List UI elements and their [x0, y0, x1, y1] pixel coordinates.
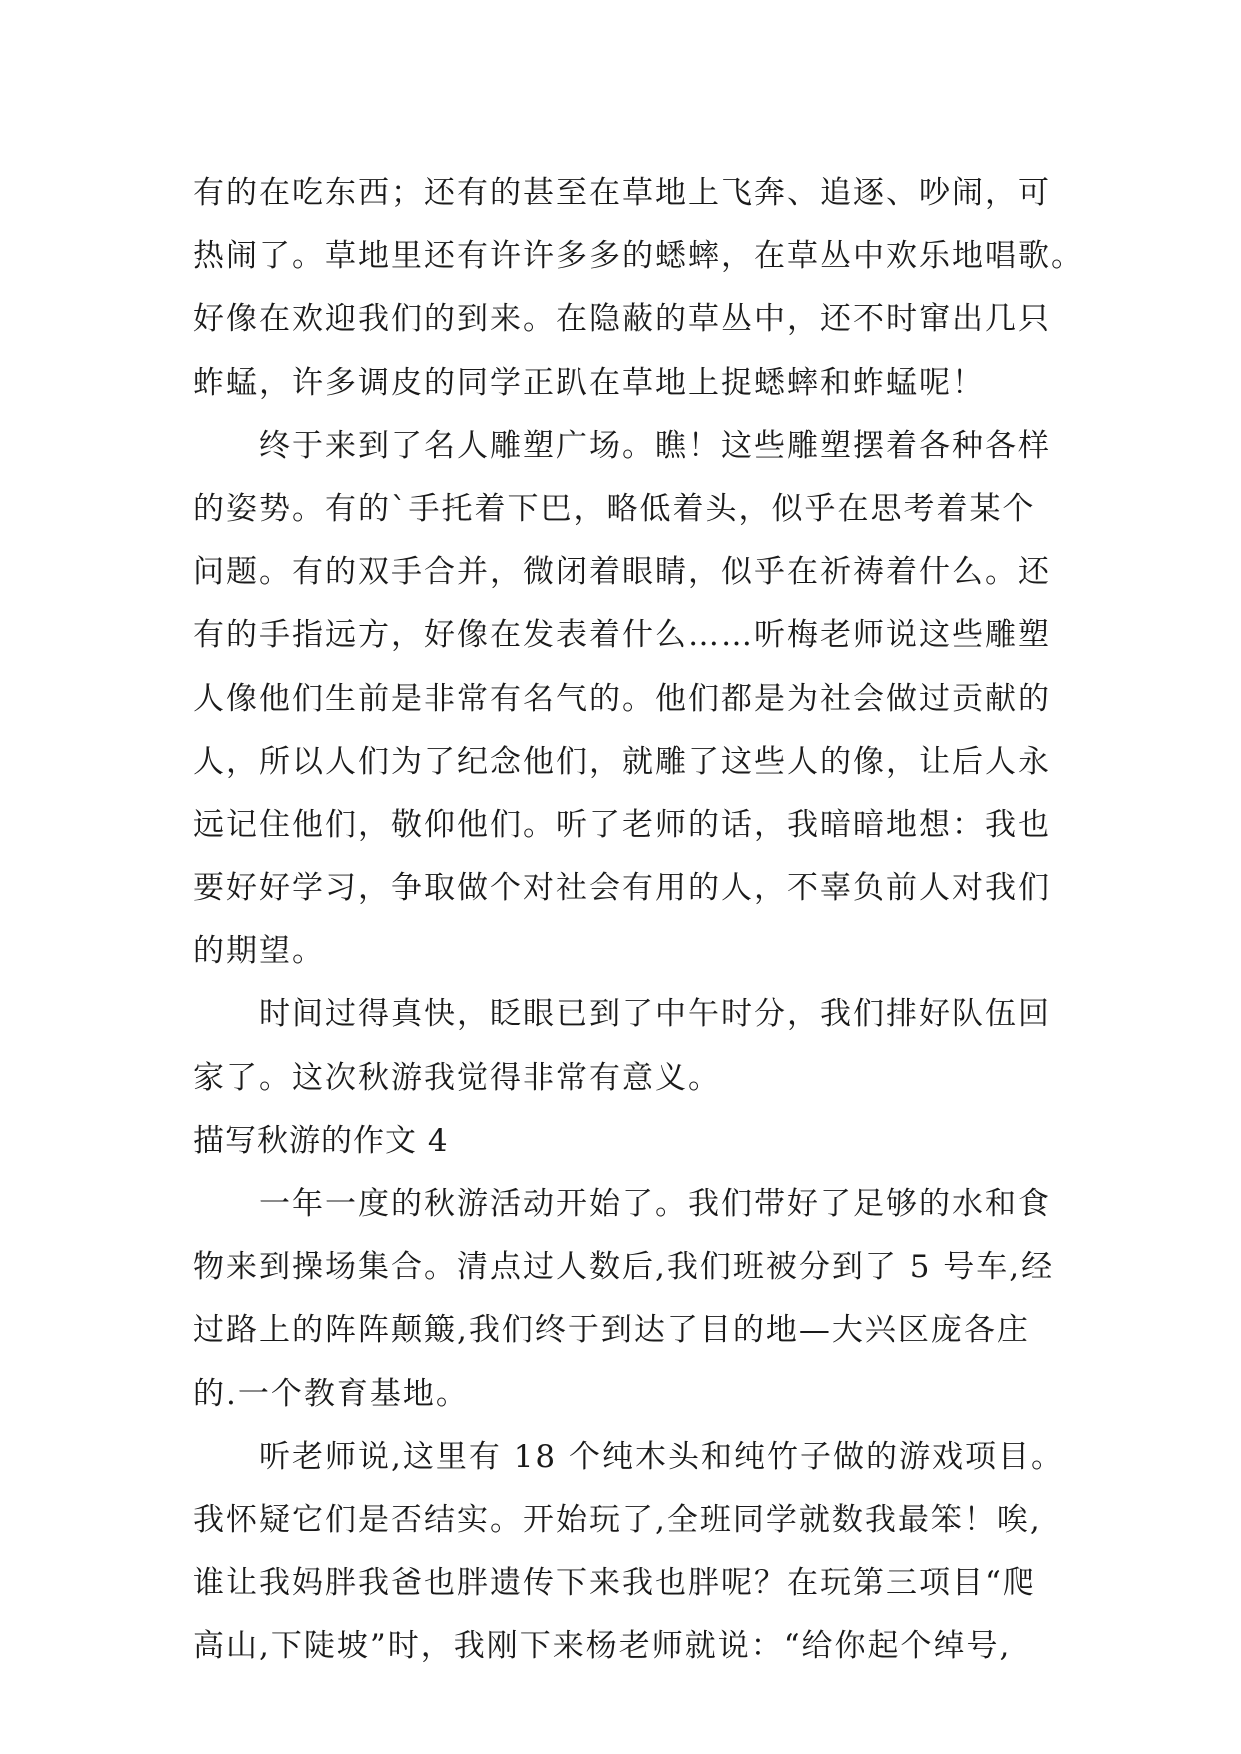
text-line: 远记住他们，敬仰他们。听了老师的话，我暗暗地想：我也	[193, 806, 1051, 843]
paragraph-first-line: 听老师说,这里有 18 个纯木头和纯竹子做的游戏项目。	[259, 1438, 1065, 1475]
text-line: 物来到操场集合。清点过人数后,我们班被分到了 5 号车,经	[193, 1249, 1055, 1286]
text-line: 过路上的阵阵颠簸,我们终于到达了目的地—大兴区庞各庄	[193, 1312, 1030, 1349]
text-line: 好像在欢迎我们的到来。在隐蔽的草丛中，还不时窜出几只	[193, 301, 1051, 338]
text-line: 的.一个教育基地。	[193, 1375, 469, 1412]
paragraph-first-line: 时间过得真快，眨眼已到了中午时分，我们排好队伍回	[259, 996, 1051, 1033]
text-line: 家了。这次秋游我觉得非常有意义。	[193, 1059, 721, 1096]
text-line: 蚱蜢，许多调皮的同学正趴在草地上捉蟋蟀和蚱蜢呢！	[193, 364, 985, 401]
paragraph-first-line: 一年一度的秋游活动开始了。我们带好了足够的水和食	[259, 1186, 1051, 1222]
text-line: 人像他们生前是非常有名气的。他们都是为社会做过贡献的	[193, 680, 1051, 717]
text-line: 谁让我妈胖我爸也胖遗传下来我也胖呢？在玩第三项目“爬	[193, 1565, 1036, 1602]
section-heading: 描写秋游的作文 4	[193, 1122, 449, 1159]
text-line: 的姿势。有的`手托着下巴，略低着头，似乎在思考着某个	[193, 490, 1036, 527]
text-line: 有的手指远方，好像在发表着什么……听梅老师说这些雕塑	[193, 617, 1051, 654]
text-line: 人，所以人们为了纪念他们，就雕了这些人的像，让后人永	[193, 743, 1051, 780]
paragraph-first-line: 终于来到了名人雕塑广场。瞧！这些雕塑摆着各种各样	[259, 427, 1051, 464]
essay-body	[193, 162, 1084, 1679]
text-line: 的期望。	[193, 933, 325, 970]
text-line: 我怀疑它们是否结实。开始玩了,全班同学就数我最笨！唉,	[193, 1501, 1042, 1538]
text-line: 高山,下陡坡”时，我刚下来杨老师就说：“给你起个绰号,	[193, 1628, 1012, 1665]
text-line: 问题。有的双手合并，微闭着眼睛，似乎在祈祷着什么。还	[193, 554, 1051, 591]
text-line: 热闹了。草地里还有许许多多的蟋蟀，在草丛中欢乐地唱歌。	[193, 238, 1084, 275]
text-line: 有的在吃东西；还有的甚至在草地上飞奔、追逐、吵闹，可	[193, 175, 1051, 211]
text-line: 要好好学习，争取做个对社会有用的人，不辜负前人对我们	[193, 870, 1051, 907]
